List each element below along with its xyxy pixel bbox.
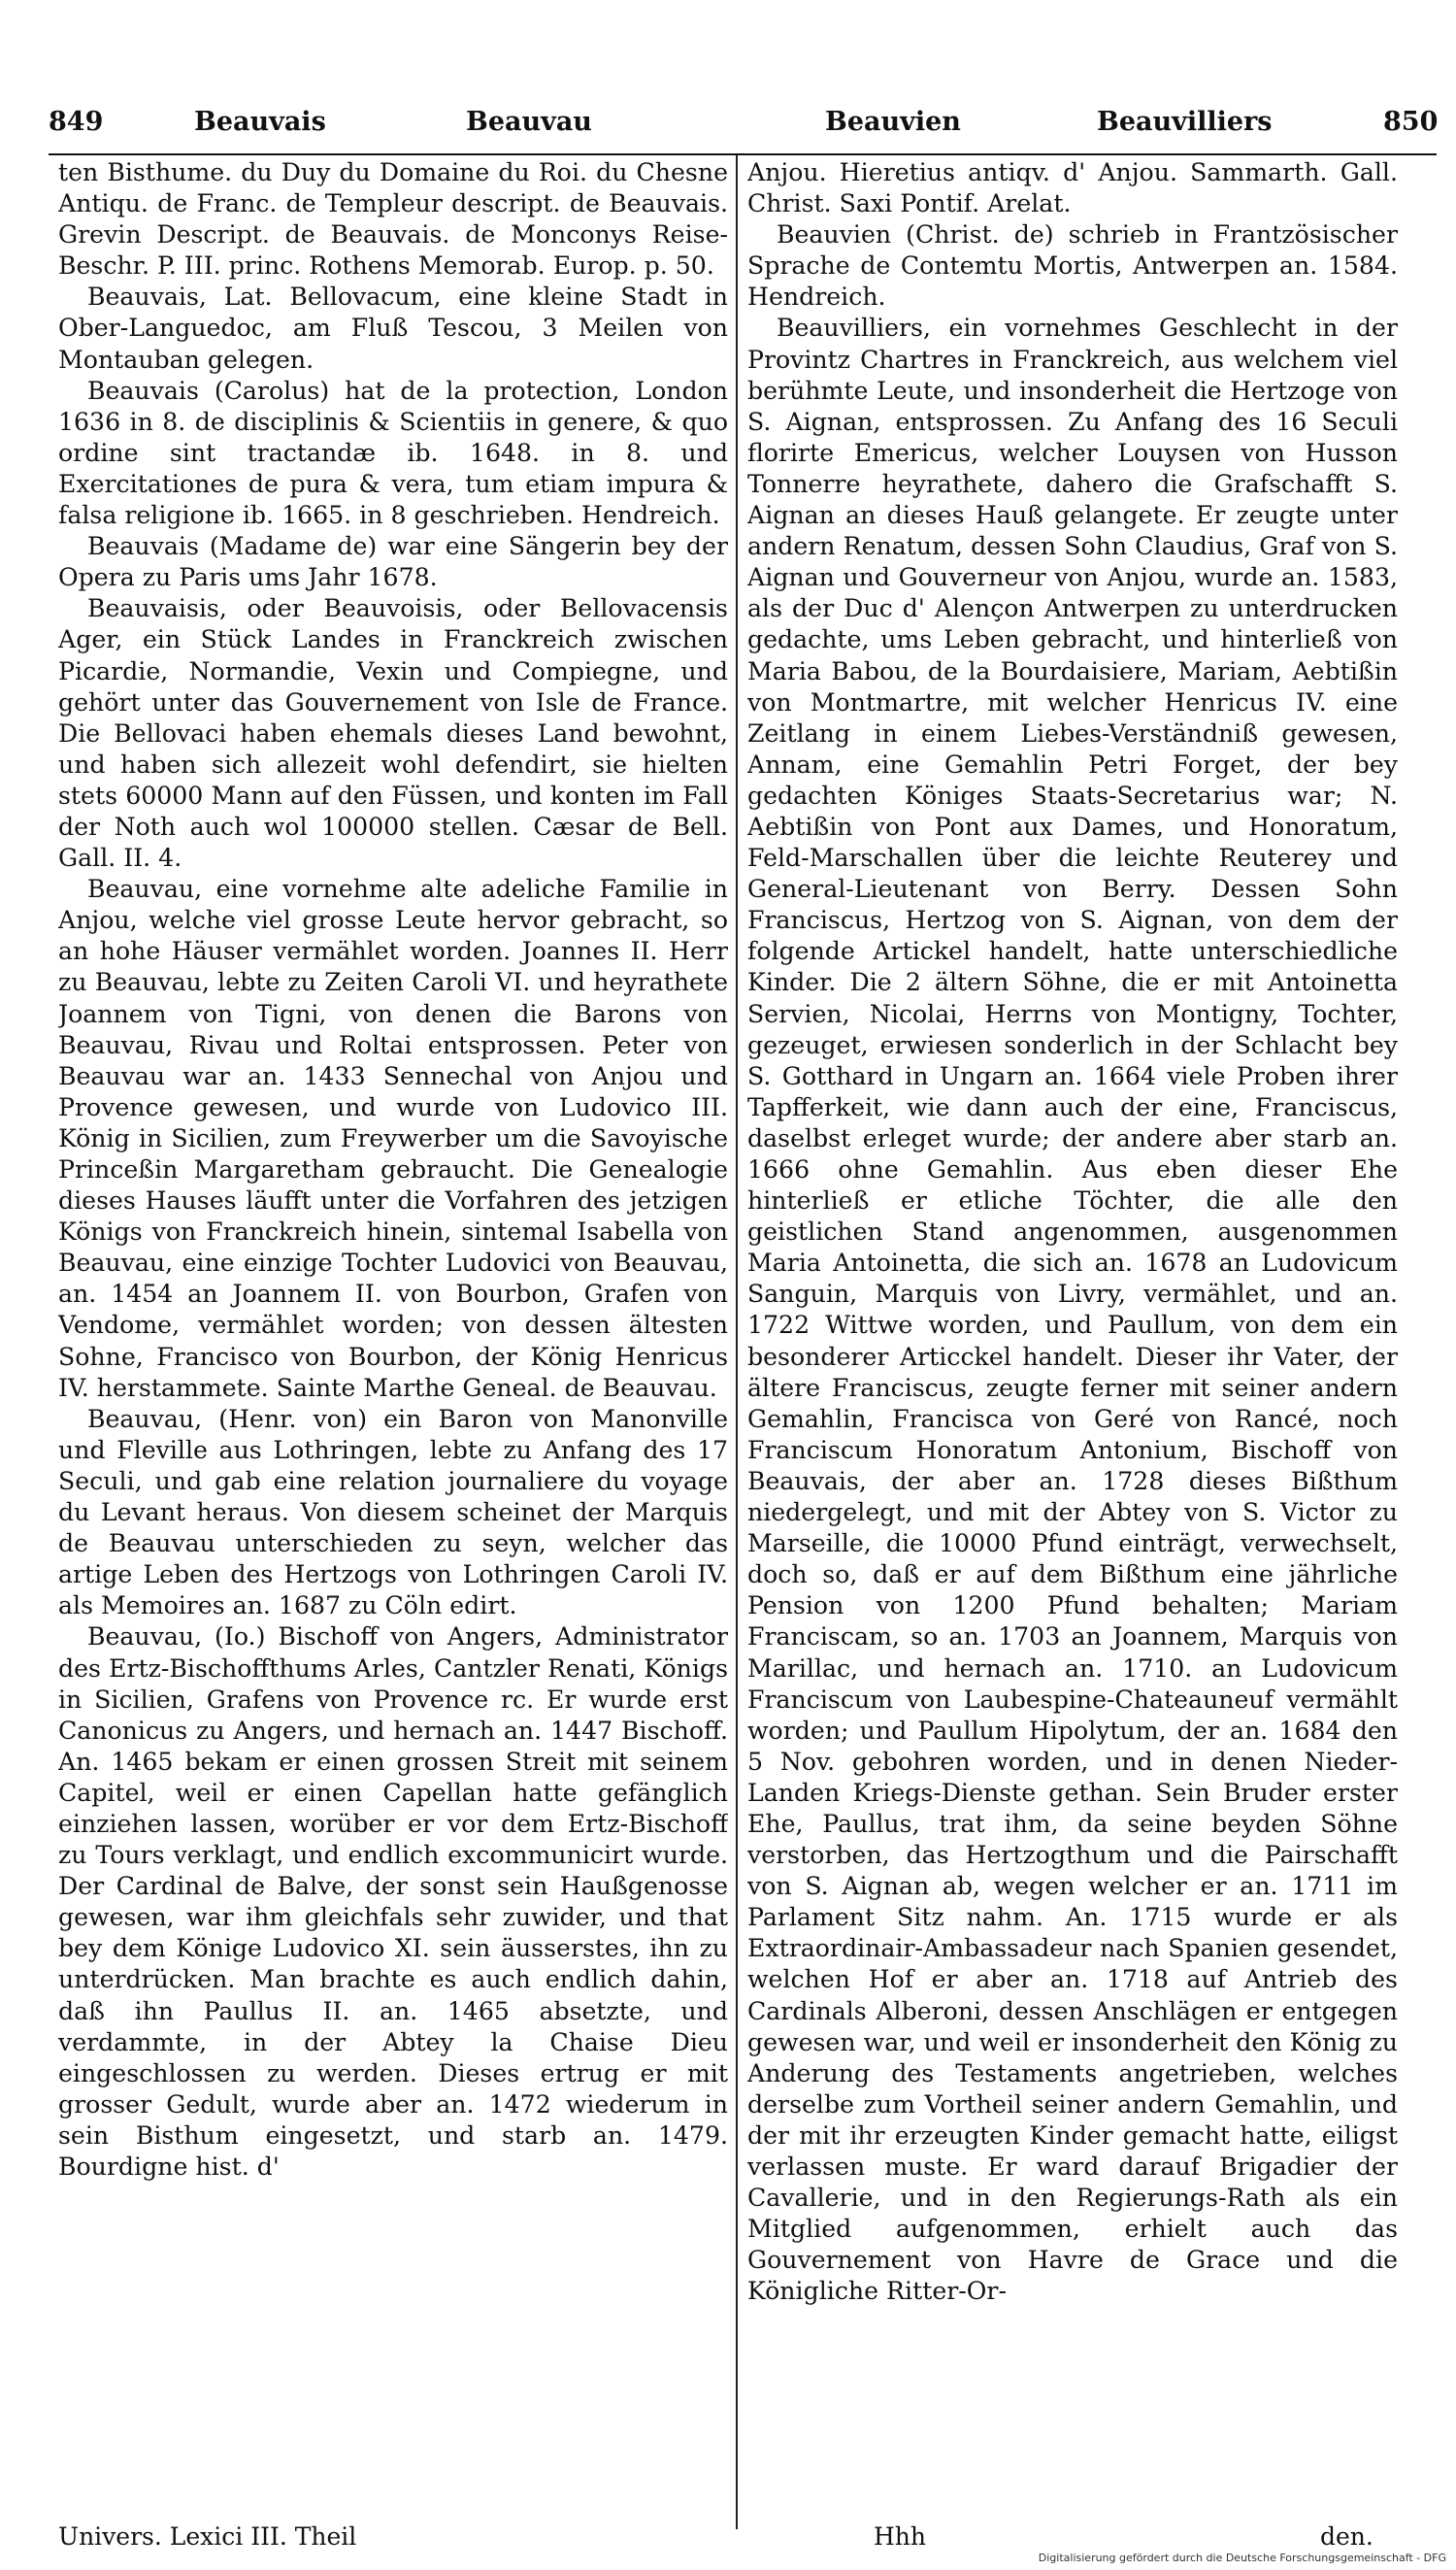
entry-beauvais-carolus: Beauvais (Carolus) hat de la protection, London 1636 in 8. de disciplinis & Scientiis in genere, & quo ordine sint tractandæ ib. 1648. in 8. und Exercitationes de pura & vera, tum etiam impura & falsa religione ib. 1665. in 8 geschrieben. Hendreich.: [58, 376, 728, 530]
right-column: [747, 157, 1398, 2526]
headword-left-1: Beauvais: [194, 107, 326, 137]
footer-catchword: den.: [1320, 2522, 1373, 2551]
digitization-credit: Digitalisierung gefördert durch die Deutsche Forschungsgemeinschaft - DFG: [1038, 2552, 1446, 2564]
entry-beauvau-io: Beauvau, (Io.) Bischoff von Angers, Administrator des Ertz-Bischoffthums Arles, Cantzler Renati, Königs in Sicilien, Grafens von Provence rc. Er wurde erst Canonicus zu Angers, und hernach an. 1447 Bischoff. An. 1465 bekam er einen grossen Streit mit seinem Capitel, weil er einen Capellan hatte gefänglich einziehen lassen, worüber er vor dem Ertz-Bischoff zu Tours verklagt, und endlich excommunicirt wurde. Der Cardinal de Balve, der sonst sein Haußgenosse gewesen, war ihm gleichfals sehr zuwider, und that bey dem Könige Ludovico XI. sein äusserstes, ihn zu unterdrücken. Man brachte es auch endlich dahin, daß ihn Paullus II. an. 1465 absetzte, und verdammte, in der Abtey la Chaise Dieu eingeschlossen zu werden. Dieses ertrug er mit grosser Gedult, wurde aber an. 1472 wiederum in sein Bisthum eingesetzt, und starb an. 1479. Bourdigne hist. d': [58, 1622, 728, 2181]
column-divider: [736, 155, 738, 2529]
headword-right-1: Beauvien: [825, 107, 961, 137]
page-number-right: 850: [1383, 107, 1439, 137]
entry-beauvau-family: Beauvau, eine vornehme alte adeliche Familie in Anjou, welche viel grosse Leute hervor gebracht, so an hohe Häuser vermählet worden. Joannes II. Herr zu Beauvau, lebte zu Zeiten Caroli VI. und heyrathete Joannem von Tigni, von denen die Barons von Beauvau, Rivau und Roltai entsprossen. Peter von Beauvau war an. 1433 Sennechal von Anjou und Provence gewesen, und wurde von Ludovico III. König in Sicilien, zum Freywerber um die Savoyische Princeßin Margaretham gebraucht. Die Genealogie dieses Hauses läufft unter die Vorfahren des jetzigen Königs von Franckreich hinein, sintemal Isabella von Beauvau, eine einzige Tochter Ludovici von Beauvau, an. 1454 an Joannem II. von Bourbon, Grafen von Vendome, vermählet worden; von dessen ältesten Sohne, Francisco von Bourbon, der König Henricus IV. herstammete. Sainte Marthe Geneal. de Beauvau.: [58, 875, 728, 1402]
headword-right-2: Beauvilliers: [1097, 107, 1273, 137]
entry-beauvais-madame: Beauvais (Madame de) war eine Sängerin bey der Opera zu Paris ums Jahr 1678.: [58, 532, 728, 592]
entry-paragraph: Anjou. Hieretius antiqv. d' Anjou. Sammarth. Gall. Christ. Saxi Pontif. Arelat.: [747, 158, 1398, 218]
footer-volume: Univers. Lexici III. Theil: [58, 2522, 357, 2551]
entry-beauvau-henr: Beauvau, (Henr. von) ein Baron von Manonville und Fleville aus Lothringen, lebte zu Anfang des 17 Seculi, und gab eine relation journaliere du voyage du Levant heraus. Von diesem scheinet der Marquis de Beauvau unterschieden zu seyn, welcher das artige Leben des Hertzogs von Lothringen Caroli IV. als Memoires an. 1687 zu Cöln edirt.: [58, 1404, 728, 1620]
entry-beauvais-city: Beauvais, Lat. Bellovacum, eine kleine Stadt in Ober-Languedoc, am Fluß Tescou, 3 Meilen von Montauban gelegen.: [58, 283, 728, 374]
entry-beauvilliers: Beauvilliers, ein vornehmes Geschlecht in der Provintz Chartres in Franckreich, aus welchem viel berühmte Leute, und insonderheit die Hertzoge von S. Aignan, entsprossen. Zu Anfang des 16 Seculi florirte Emericus, welcher Louysen von Husson Tonnerre heyrathete, dahero die Grafschafft S. Aignan an dieses Hauß gelangete. Er zeugte unter andern Renatum, dessen Sohn Claudius, Graf von S. Aignan und Gouverneur von Anjou, wurde an. 1583, als der Duc d' Alençon Antwerpen zu unterdrucken gedachte, ums Leben gebracht, und hinterließ von Maria Babou, de la Bourdaisiere, Mariam, Aebtißin von Montmartre, mit welcher Henricus IV. eine Zeitlang in einem Liebes-Verständniß gewesen, Annam, eine Gemahlin Petri Forget, der bey gedachten Königes Staats-Secretarius war; N. Aebtißin von Pont aux Dames, und Honoratum, Feld-Marschallen über die leichte Reuterey und General-Lieutenant von Berry. Dessen Sohn Franciscus, Hertzog von S. Aignan, von dem der folgende Artickel handelt, hatte unterschiedliche Kinder. Die 2 ältern Söhne, die er mit Antoinetta Servien, Nicolai, Herrns von Montigny, Tochter, gezeuget, erwiesen sonderlich in der Schlacht bey S. Gotthard in Ungarn an. 1664 viele Proben ihrer Tapfferkeit, wie dann auch der eine, Franciscus, daselbst erleget wurde; der andere aber starb an. 1666 ohne Gemahlin. Aus eben dieser Ehe hinterließ er etliche Töchter, die alle den geistlichen Stand angenommen, ausgenommen Maria Antoinetta, die sich an. 1678 an Ludovicum Sanguin, Marquis von Livry, vermählet, und an. 1722 Wittwe worden, und Paullum, von dem ein besonderer Articckel handelt. Dieser ihr Vater, der ältere Franciscus, zeugte ferner mit seiner andern Gemahlin, Francisca von Geré von Rancé, noch Franciscum Honoratum Antonium, Bischoff von Beauvais, der aber an. 1728 dieses Bißthum niedergelegt, und mit der Abtey von S. Victor zu Marseille, die 10000 Pfund einträgt, verwechselt, doch so, daß er auf dem Bißthum eine jährliche Pension von 1200 Pfund behalten; Mariam Franciscam, so an. 1703 an Joannem, Marquis von Marillac, und hernach an. 1710. an Ludovicum Franciscum von Laubespine-Chateauneuf vermählt worden; und Paullum Hipolytum, der an. 1684 den 5 Nov. gebohren worden, und in denen Nieder-Landen Kriegs-Dienste gethan. Sein Bruder erster Ehe, Paullus, trat ihm, da seine beyden Söhne verstorben, das Hertzogthum und die Pairschafft von S. Aignan ab, wegen welcher er an. 1711 im Parlament Sitz nahm. An. 1715 wurde er als Extraordinair-Ambassadeur nach Spanien gesendet, welchen Hof er aber an. 1718 auf Antrieb des Cardinals Alberoni, dessen Anschlägen er entgegen gewesen war, und weil er insonderheit den König zu Anderung des Testaments angetrieben, welches derselbe zum Vortheil seiner andern Gemahlin, und der mit ihr erzeugten Kinder gemacht hatte, eiligst verlassen muste. Er ward darauf Brigadier der Cavallerie, und in den Regierungs-Rath als ein Mitglied aufgenommen, erhielt auch das Gouvernement von Havre de Grace und die Königliche Ritter-Or-: [747, 314, 1398, 2306]
header-rule: [49, 153, 1437, 155]
footer-signature: Hhh: [874, 2522, 927, 2551]
left-column: [58, 157, 728, 2526]
entry-beauvien: Beauvien (Christ. de) schrieb in Frantzösischer Sprache de Contemtu Mortis, Antwerpen an. 1584. Hendreich.: [747, 220, 1398, 312]
entry-paragraph: ten Bisthume. du Duy du Domaine du Roi. du Chesne Antiqu. de Franc. de Templeur descript. de Beauvais. Grevin Descript. de Beauvais. de Monconys Reise-Beschr. P. III. princ. Rothens Memorab. Europ. p. 50.: [58, 158, 728, 281]
page-number-left: 849: [49, 107, 104, 137]
entry-beauvaisis: Beauvaisis, oder Beauvoisis, oder Bellovacensis Ager, ein Stück Landes in Franckreich zwischen Picardie, Normandie, Vexin und Compiegne, und gehört unter das Gouvernement von Isle de France. Die Bellovaci haben ehemals dieses Land bewohnt, und haben sich allezeit wohl defendirt, sie hielten stets 60000 Mann auf den Füssen, und konten im Fall der Noth auch wol 100000 stellen. Cæsar de Bell. Gall. II. 4.: [58, 594, 728, 873]
headword-left-2: Beauvau: [466, 107, 592, 137]
